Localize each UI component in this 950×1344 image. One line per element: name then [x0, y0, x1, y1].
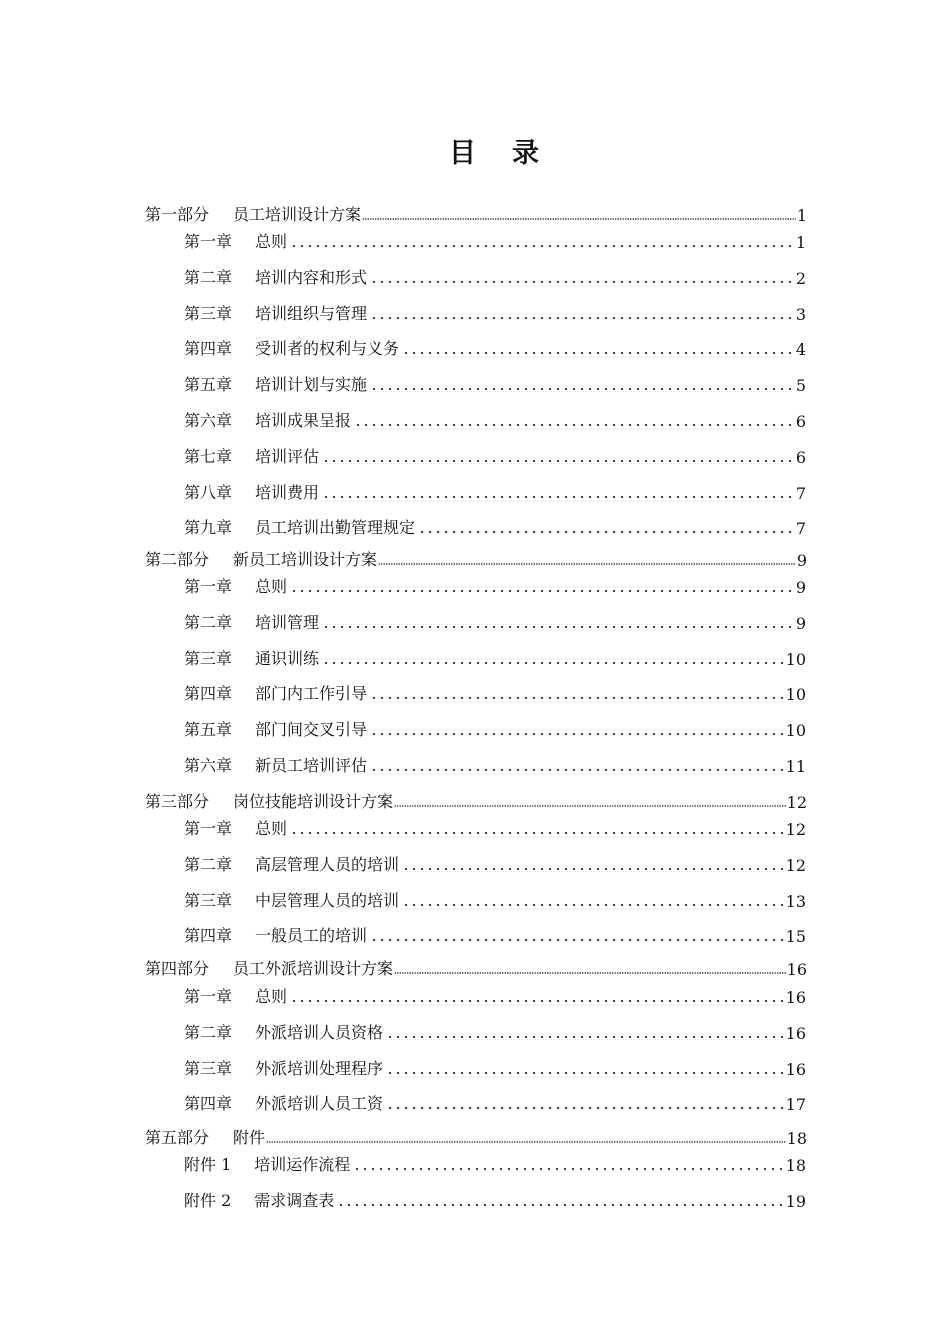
chapter-title: 员工培训出勤管理规定: [255, 518, 416, 537]
chapter-label: 第一章: [184, 232, 233, 251]
part-label: 第三部分: [145, 792, 210, 811]
page-number: 11: [785, 757, 806, 776]
chapter-label: 附件 1: [184, 1155, 232, 1174]
page-number: 16: [785, 1024, 806, 1043]
page-number: 12: [785, 820, 806, 839]
page-number: 1: [795, 233, 806, 252]
dot-leader: [352, 423, 795, 427]
dot-leader: [320, 495, 795, 499]
chapter-title: 外派培训人员工资: [255, 1094, 384, 1113]
chapter-label: 第四章: [184, 926, 233, 945]
dot-leader: [266, 1140, 786, 1144]
dot-leader: [320, 661, 785, 665]
page-number: 13: [785, 892, 806, 911]
dot-leader: [368, 938, 785, 942]
page-number: 16: [785, 1060, 806, 1079]
chapter-label: 第六章: [184, 411, 233, 430]
title-char-right: 录: [512, 138, 541, 169]
page-number: 2: [795, 269, 806, 288]
chapter-title: 中层管理人员的培训: [255, 891, 400, 910]
chapter-title: 受训者的权利与义务: [255, 339, 400, 358]
toc-chapter-entry[interactable]: [184, 335, 806, 359]
chapter-label: 第二章: [184, 613, 233, 632]
page-number: 1: [796, 206, 807, 225]
dot-leader: [368, 696, 785, 700]
toc-part-entry[interactable]: [145, 1126, 807, 1148]
toc-chapter-entry[interactable]: [184, 815, 806, 839]
toc-chapter-entry[interactable]: [184, 573, 806, 597]
chapter-label: 第六章: [184, 756, 233, 775]
toc-chapter-entry[interactable]: [184, 887, 806, 911]
dot-leader: [368, 732, 785, 736]
chapter-label: 第二章: [184, 1023, 233, 1042]
page-number: 10: [785, 650, 806, 669]
chapter-title: 高层管理人员的培训: [255, 855, 400, 874]
dot-leader: [288, 244, 795, 248]
page-number: 15: [785, 927, 806, 946]
chapter-title: 培训内容和形式: [255, 268, 368, 287]
page-number: 7: [795, 519, 806, 538]
toc-chapter-entry[interactable]: [184, 983, 806, 1007]
chapter-title: 培训评估: [255, 447, 320, 466]
toc-chapter-entry[interactable]: [184, 514, 806, 538]
page-number: 12: [785, 856, 806, 875]
dot-leader: [320, 625, 795, 629]
part-label: 第一部分: [145, 205, 210, 224]
toc-chapter-entry[interactable]: [184, 922, 806, 946]
chapter-title: 总则: [255, 819, 288, 838]
toc-part-entry[interactable]: [145, 957, 807, 979]
page-number: 18: [785, 1156, 806, 1175]
page-number: 16: [786, 960, 807, 979]
dot-leader: [400, 867, 785, 871]
chapter-title: 部门间交叉引导: [255, 720, 368, 739]
toc-chapter-entry[interactable]: [184, 479, 806, 503]
chapter-label: 第四章: [184, 684, 233, 703]
chapter-label: 第四章: [184, 1094, 233, 1113]
chapter-title: 外派培训人员资格: [255, 1023, 384, 1042]
chapter-title: 培训组织与管理: [255, 304, 368, 323]
toc-chapter-entry[interactable]: [184, 851, 806, 875]
part-label: 第四部分: [145, 959, 210, 978]
page-number: 6: [795, 412, 806, 431]
toc-chapter-entry[interactable]: [184, 407, 806, 431]
chapter-label: 第五章: [184, 720, 233, 739]
chapter-label: 第三章: [184, 304, 233, 323]
page-number: 12: [786, 793, 807, 812]
page-number: 18: [786, 1129, 807, 1148]
chapter-label: 第四章: [184, 339, 233, 358]
chapter-label: 第三章: [184, 1059, 233, 1078]
chapter-title: 总则: [255, 232, 288, 251]
chapter-title: 通识训练: [255, 649, 320, 668]
chapter-label: 第一章: [184, 577, 233, 596]
toc-part-entry[interactable]: [145, 790, 807, 812]
dot-leader: [320, 459, 795, 463]
chapter-title: 培训成果呈报: [255, 411, 352, 430]
page-number: 7: [795, 484, 806, 503]
dot-leader: [368, 387, 795, 391]
chapter-title: 培训管理: [255, 613, 320, 632]
dot-leader: [288, 999, 785, 1003]
chapter-title: 外派培训处理程序: [255, 1059, 384, 1078]
dot-leader: [368, 768, 785, 772]
dot-leader: [335, 1203, 784, 1207]
toc-chapter-entry[interactable]: [184, 716, 806, 740]
toc-chapter-entry[interactable]: [184, 680, 806, 704]
toc-part-entry[interactable]: [145, 548, 807, 570]
part-title: 员工外派培训设计方案: [233, 959, 394, 978]
page-number: 17: [785, 1095, 806, 1114]
toc-chapter-entry[interactable]: [184, 645, 806, 669]
dot-leader: [368, 316, 795, 320]
part-label: 第五部分: [145, 1128, 210, 1147]
page-number: 9: [796, 551, 807, 570]
dot-leader: [400, 903, 785, 907]
chapter-label: 第三章: [184, 891, 233, 910]
title-char-left: 目: [449, 138, 478, 169]
chapter-title: 部门内工作引导: [255, 684, 368, 703]
dot-leader: [400, 351, 795, 355]
page-number: 9: [795, 578, 806, 597]
chapter-title: 培训计划与实施: [255, 375, 368, 394]
toc-part-entry[interactable]: [145, 203, 807, 225]
part-title: 附件: [233, 1128, 266, 1147]
chapter-label: 第二章: [184, 268, 233, 287]
chapter-label: 第一章: [184, 987, 233, 1006]
toc-chapter-entry[interactable]: [184, 752, 806, 776]
toc-chapter-entry[interactable]: [184, 1019, 806, 1043]
dot-leader: [384, 1071, 785, 1075]
page-number: 16: [785, 988, 806, 1007]
chapter-title: 新员工培训评估: [255, 756, 368, 775]
toc-chapter-entry[interactable]: [184, 264, 806, 288]
page-number: 6: [795, 448, 806, 467]
chapter-label: 第二章: [184, 855, 233, 874]
part-label: 第二部分: [145, 550, 210, 569]
page-number: 3: [795, 305, 806, 324]
chapter-title: 需求调查表: [254, 1191, 335, 1210]
chapter-label: 第三章: [184, 649, 233, 668]
page-number: 5: [795, 376, 806, 395]
dot-leader: [362, 217, 796, 221]
part-title: 新员工培训设计方案: [233, 550, 378, 569]
chapter-title: 培训费用: [255, 483, 320, 502]
dot-leader: [394, 971, 786, 975]
dot-leader: [384, 1035, 785, 1039]
chapter-label: 附件 2: [184, 1191, 232, 1210]
toc-chapter-entry[interactable]: [184, 300, 806, 324]
toc-chapter-entry[interactable]: [184, 609, 806, 633]
chapter-title: 总则: [255, 987, 288, 1006]
page-number: 9: [795, 614, 806, 633]
dot-leader: [384, 1106, 785, 1110]
toc-chapter-entry[interactable]: [184, 443, 806, 467]
chapter-label: 第五章: [184, 375, 233, 394]
page-number: 10: [785, 721, 806, 740]
dot-leader: [378, 562, 796, 566]
part-title: 员工培训设计方案: [233, 205, 362, 224]
toc-chapter-entry[interactable]: [184, 1151, 806, 1175]
part-title: 岗位技能培训设计方案: [233, 792, 394, 811]
dot-leader: [288, 831, 785, 835]
toc-chapter-entry[interactable]: [184, 371, 806, 395]
toc-chapter-entry[interactable]: [184, 228, 806, 252]
dot-leader: [351, 1167, 784, 1171]
page-number: 4: [795, 340, 806, 359]
chapter-title: 培训运作流程: [254, 1155, 351, 1174]
chapter-label: 第九章: [184, 518, 233, 537]
dot-leader: [416, 530, 795, 534]
dot-leader: [288, 589, 795, 593]
dot-leader: [368, 280, 795, 284]
chapter-label: 第七章: [184, 447, 233, 466]
chapter-title: 一般员工的培训: [255, 926, 368, 945]
toc-chapter-entry[interactable]: [184, 1090, 806, 1114]
chapter-label: 第八章: [184, 483, 233, 502]
chapter-title: 总则: [255, 577, 288, 596]
page-number: 19: [785, 1192, 806, 1211]
toc-chapter-entry[interactable]: [184, 1055, 806, 1079]
toc-chapter-entry[interactable]: [184, 1187, 806, 1211]
chapter-label: 第一章: [184, 819, 233, 838]
page-number: 10: [785, 685, 806, 704]
dot-leader: [394, 804, 786, 808]
